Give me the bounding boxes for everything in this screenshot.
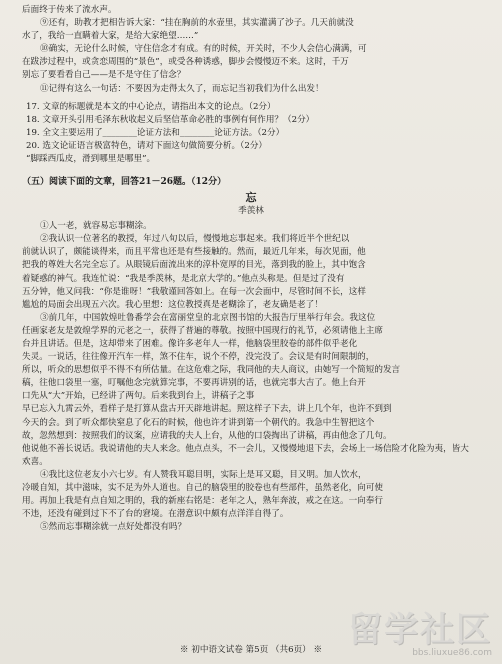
question-line: 18. 文章开头引用毛泽东秋收起义后坚信革命必胜的事例有何作用？（2分） — [26, 114, 315, 125]
text-line: ⑤然而忘事糊涂就一点好处都没有吗？ — [40, 522, 187, 533]
text-line: 任画家老友是敦煌学界的元老之一，获得了普遍的尊敬。按照中国现行的礼节，必须请他上主席 — [22, 325, 383, 336]
text-line: ②我认识一位著名的教授，年过八旬以后，慢慢地忘事起来。我们将近半个世纪以 — [40, 234, 350, 245]
text-line: 在跋涉过程中，或贪恋周围的“景色”，或受各种诱惑，脚步会慢慢迈不来。这时，千万 — [22, 57, 349, 68]
page-footer: ※ 初中语文试卷 第5页 （共6页） ※ — [179, 645, 323, 655]
article-title: 忘 — [245, 191, 257, 205]
question-list — [22, 101, 480, 166]
article-body — [22, 220, 480, 534]
text-line: 后面终于传来了流水声。 — [22, 5, 117, 15]
watermark-text: 留学社区 — [348, 610, 492, 650]
text-line: ⑩确实，无论什么时候，守住信念才有成。有的时候，开关时，不少人会信心满满，可 — [40, 44, 367, 55]
question-line: “脚踩西瓜皮，滑到哪里是哪里”。 — [26, 154, 156, 165]
text-line: 所以，听众的思想似乎不得不有所估量。在这危难之际，我同他的夫人商议，由她写一个简短的发言 — [22, 365, 401, 376]
text-line: 失灵。一说话，往往像开汽车一样，煞不住车，说个不停，没完没了。会议是有时间限制的， — [22, 352, 375, 363]
text-line: 今天的会。到了听众都快窒息了化石的时候，他也许才讲到第一个朝代的。我急中生智把这个 — [22, 417, 375, 428]
question-line: 19. 全文主要运用了________论证方法和________论证方法。（2分） — [26, 127, 285, 138]
text-line: 五分钟，他又问我：“你是谁呀！”我敬谨回答如上。在每一次会面中，尽管时间不长，这样 — [22, 286, 366, 297]
text-line: 水了，我给一直瞒着大家，是给大家绝望……” — [22, 31, 199, 42]
question-line: 20. 选文论证语言极富特色，请对下面这句做简要分析。（2分） — [26, 140, 268, 151]
text-line: 稿，往他口袋里一塞，叮嘱他念完就算完事，不要再讲别的话，也就完事大吉了。他上台开 — [22, 378, 366, 389]
text-line: 台并且讲话。但是，这却带来了困难。像许多老年人一样，他脑袋里胶卷的部件似乎老化 — [22, 338, 358, 349]
text-line: 口先从“大”开始，已经讲了两句。后来我到台上，讲稿子之事 — [22, 391, 255, 402]
text-line: 把我的尊姓大名完全忘了。从眼镜后面流出来的淳朴宽厚的目光，落到我的脸上，其中饱含 — [22, 260, 366, 271]
watermark-url: bbs.liuxue86.com — [412, 648, 492, 658]
text-line: ③前几年，中国敦煌吐鲁番学会在富丽堂皇的北京图书馆的大报告厅里举行年会。我这位 — [40, 312, 376, 323]
text-line: ①人一老，就容易忘事糊涂。 — [40, 221, 152, 232]
text-line: 故，忽然想到：按照我们的议案，应请我的夫人上台，从他的口袋掏出了讲稿，再由他念了几句。 — [22, 430, 392, 441]
text-line: 前就认识了，颇能谈得来，而且平常也还是有些接触的。然而，最近几年来，每次见面，他 — [22, 247, 366, 258]
text-line: ④我比这位老友小六七岁。有人赞我耳聪目明，实际上是耳又聪，目又明。加人饮水， — [40, 469, 367, 480]
text-line: 欢喜。 — [22, 456, 48, 467]
passage-continuation — [22, 4, 480, 96]
question-line: 17. 文章的标题就是本文的中心论点，请指出本文的论点。（2分） — [26, 101, 276, 112]
text-line: 不违，还没有碰到过下不了台的窘境。在潜意识中颇有点洋洋自得了。 — [22, 509, 289, 520]
text-line: ⑨还有，助教才把相告诉大家：“挂在胸前的水壶里，其实灌满了沙子。几天前就没 — [40, 18, 354, 29]
text-line: ⑪记得有这么一句话：不要因为走得太久了，而忘记当初我们为什么出发！ — [40, 83, 324, 94]
text-line: 尴尬的局面会出现五六次。我心里想：这位教授真是老糊涂了，老友确是老了！ — [22, 299, 323, 310]
text-line: 用。再加上我是有点自知之明的，我的新座右铭是：老年之人，熟年奔波，戒之在这。一向奉行 — [22, 496, 383, 507]
section-header: （五）阅读下面的文章，回答21－26题。（12分） — [22, 177, 227, 188]
text-line: 他说他不善长说话。我说请他的夫人来念。他点点头，不一会儿，又慢慢地退下去，会场上一场信险才化险为夷，皆大 — [22, 443, 469, 454]
text-line: 着疑惑的神气。我连忙说：“我是季羡林，是北京大学的。”他点头称是。但是过了没有 — [22, 273, 345, 284]
text-line: 别忘了要看看自己——是不是守住了信念？ — [22, 70, 186, 81]
watermark-logo — [348, 612, 492, 658]
text-line: 早已忘入九霄云外，看样子是打算从盘古开天辟地讲起。照这样子下去，讲上几个年，也许不到到 — [22, 404, 392, 415]
article-author: 季羡林 — [238, 206, 264, 217]
text-line: 冷暖自知，其中滋味，实不足为外人道也。自己的脑袋里的胶卷也有些部件，虽然老化，向可使 — [22, 483, 383, 493]
